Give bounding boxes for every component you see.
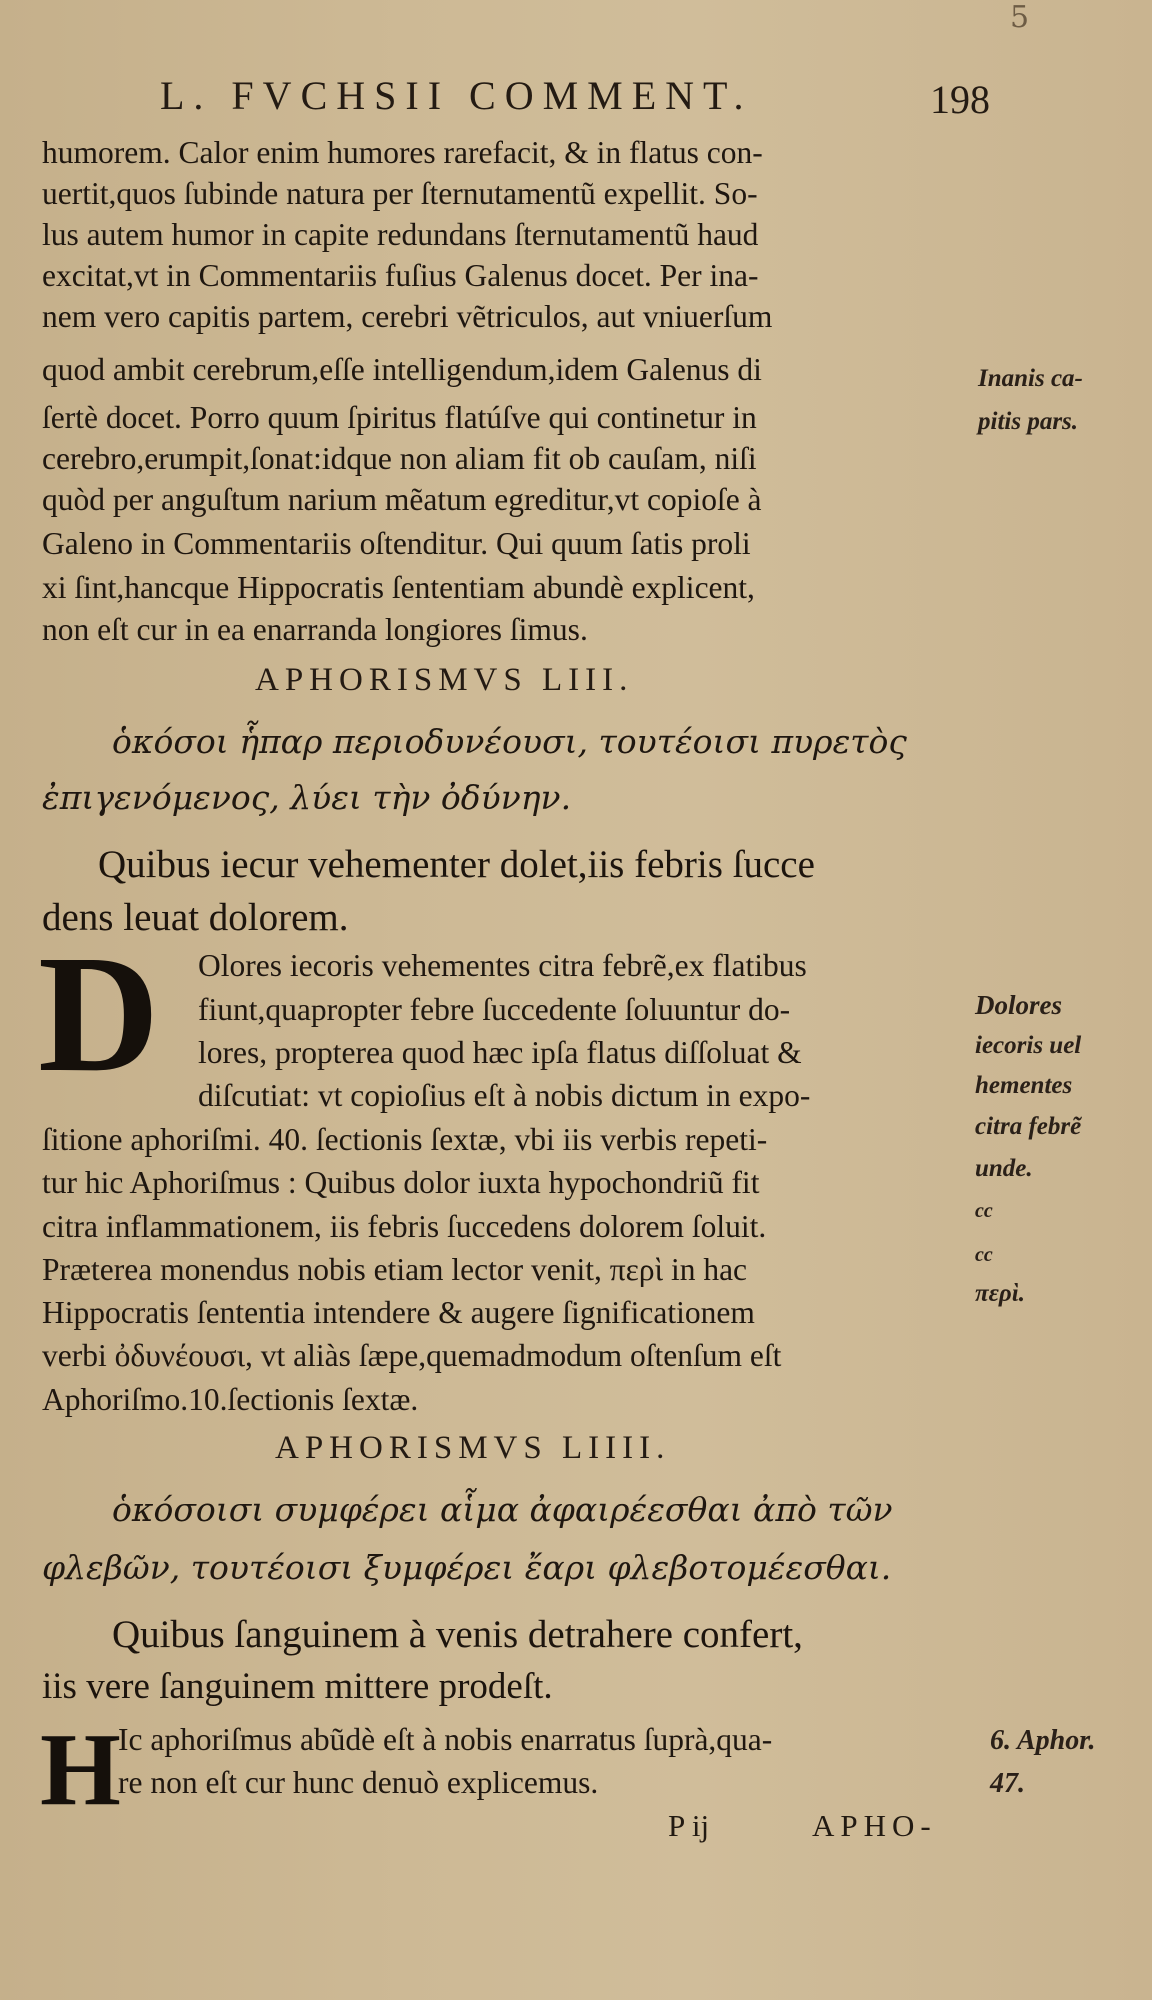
latin-translation-line: dens leuat dolorem. xyxy=(42,896,349,939)
text-line: excitat,vt in Commentariis fuſius Galenus docet. Per ina- xyxy=(42,258,759,293)
latin-translation-line: Quibus iecur vehementer dolet,iis febris ſucce xyxy=(98,843,815,886)
greek-line: ὁκόσοισι συμφέρει αἷμα ἀφαιρέεσθαι ἀπὸ τῶν xyxy=(112,1490,893,1529)
aphorism-53-heading: APHORISMVS LIII. xyxy=(255,662,634,698)
commentary-line: Olores iecoris vehementes citra febrẽ,ex flatibus xyxy=(198,948,807,983)
catchword: APHO- xyxy=(812,1808,937,1843)
text-line: lus autem humor in capite redundans ſternutamentũ haud xyxy=(42,217,759,252)
commentary-line: Præterea monendus nobis etiam lector venit, περὶ in hac xyxy=(42,1252,748,1287)
text-line: nem vero capitis partem, cerebri vẽtriculos, aut vniuerſum xyxy=(42,299,773,334)
margin-note-dolores: Dolores xyxy=(975,990,1062,1020)
running-header-title: L. FVCHSII COMMENT. xyxy=(160,73,753,118)
commentary-line: fiunt,quapropter febre ſuccedente ſoluuntur do- xyxy=(198,992,791,1027)
commentary-line: verbi ὀδυνέουσι, vt aliàs ſæpe,quemadmodum oſtenſum eſt xyxy=(42,1338,782,1373)
text-line: humorem. Calor enim humores rarefacit, & in flatus con- xyxy=(42,135,763,170)
margin-note-reference: 6. Aphor. xyxy=(990,1725,1096,1756)
aphorism-54-heading: APHORISMVS LIIII. xyxy=(275,1430,671,1466)
text-line: quòd per anguſtum narium mẽatum egreditur,vt copioſe à xyxy=(42,482,762,517)
commentary-line: re non eſt cur hunc denuò explicemus. xyxy=(118,1765,599,1800)
greek-line: ἐπιγενόμενος, λύει τὴν ὀδύνην. xyxy=(42,778,572,817)
margin-note-dolores: hementes xyxy=(975,1072,1073,1099)
latin-translation-line: Quibus ſanguinem à venis detrahere confert, xyxy=(112,1613,803,1656)
margin-note-dolores: citra febrẽ xyxy=(975,1113,1082,1140)
text-line: cerebro,erumpit,ſonat:idque non aliam fit ob cauſam, niſi xyxy=(42,441,757,476)
greek-line: φλεβῶν, τουτέοισι ξυμφέρει ἔαρι φλεβοτομέεσθαι. xyxy=(42,1548,892,1587)
latin-translation-line: iis vere ſanguinem mittere prodeſt. xyxy=(42,1666,553,1707)
margin-note-inanis: pitis pars. xyxy=(978,408,1079,435)
commentary-line: tur hic Aphoriſmus : Quibus dolor iuxta hypochondriũ fit xyxy=(42,1165,760,1200)
text-line: Galeno in Commentariis oſtenditur. Qui quum ſatis proli xyxy=(42,526,751,561)
margin-note-dolores: unde. xyxy=(975,1155,1033,1182)
commentary-line: Aphoriſmo.10.ſectionis ſextæ. xyxy=(42,1382,419,1417)
text-line: uertit,quos ſubinde natura per ſternutamentũ expellit. So- xyxy=(42,176,758,211)
commentary-line: ſitione aphoriſmi. 40. ſectionis ſextæ, vbi iis verbis repeti- xyxy=(42,1122,768,1157)
commentary-line: lores, propterea quod hæc ipſa flatus diſſoluat & xyxy=(198,1035,802,1070)
dropcap-H: H xyxy=(40,1712,121,1827)
margin-note-peri: περὶ. xyxy=(975,1280,1025,1307)
signature-mark: P ij xyxy=(668,1808,710,1843)
greek-line: ὁκόσοι ἧπαρ περιοδυνέουσι, τουτέοισι πυρετὸς xyxy=(112,722,907,761)
corner-mark: 5 xyxy=(1010,0,1030,35)
margin-note-dolores: iecoris uel xyxy=(975,1032,1082,1059)
text-line: quod ambit cerebrum,eſſe intelligendum,idem Galenus di xyxy=(42,352,762,387)
margin-note-inanis: Inanis ca- xyxy=(978,365,1083,392)
margin-quote-mark: cc xyxy=(975,1200,993,1222)
commentary-line: Ic aphoriſmus abũdè eſt à nobis enarratus ſuprà,qua- xyxy=(118,1722,773,1757)
commentary-line: Hippocratis ſententia intendere & augere ſignificationem xyxy=(42,1295,755,1330)
text-line: xi ſint,hancque Hippocratis ſententiam abundè explicent, xyxy=(42,570,755,605)
commentary-line: citra inflammationem, iis febris ſuccedens dolorem ſoluit. xyxy=(42,1209,767,1244)
commentary-line: diſcutiat: vt copioſius eſt à nobis dictum in expo- xyxy=(198,1078,811,1113)
margin-quote-mark: cc xyxy=(975,1244,993,1266)
page-number: 198 xyxy=(930,77,990,122)
text-line: ſertè docet. Porro quum ſpiritus flatúſve qui continetur in xyxy=(42,400,757,435)
text-line: non eſt cur in ea enarranda longiores ſimus. xyxy=(42,612,588,647)
margin-note-reference: 47. xyxy=(990,1768,1025,1799)
dropcap-D: D xyxy=(38,921,160,1107)
